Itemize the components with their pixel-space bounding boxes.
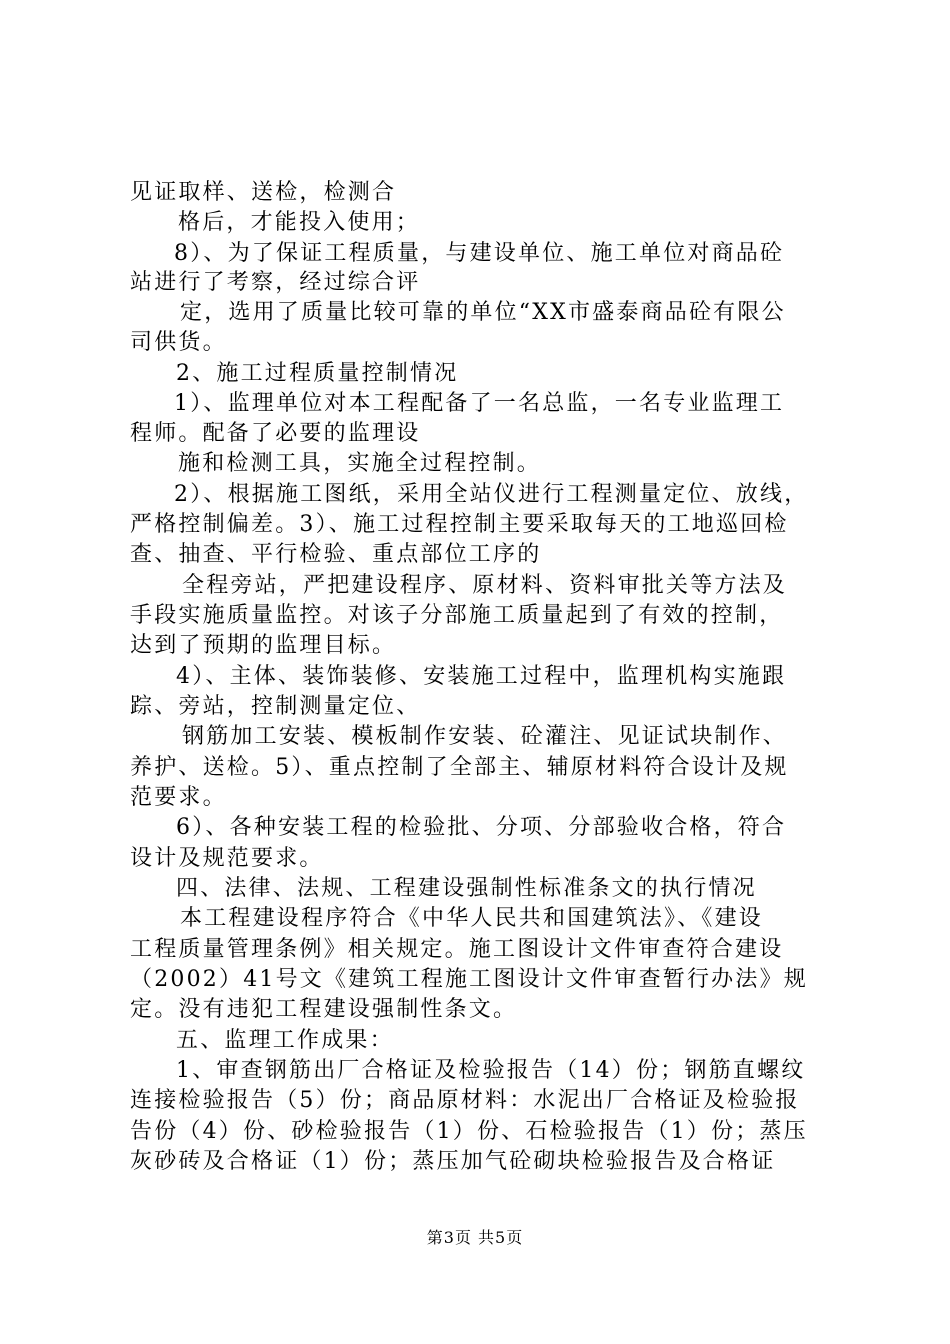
text-line: 定，选用了质量比较可靠的单位“XX市盛泰商品砼有限公 xyxy=(180,300,786,325)
text-line: 见证取样、送检，检测合 xyxy=(130,180,397,205)
text-line: 范要求。 xyxy=(130,785,227,810)
section-heading: 五、监理工作成果： xyxy=(176,1028,394,1053)
text-line: 踪、旁站，控制测量定位、 xyxy=(130,694,421,719)
text-line: 1）、监理单位对本工程配备了一名总监，一名专业监理工 xyxy=(174,391,785,416)
text-line: 定。没有违犯工程建设强制性条文。 xyxy=(130,997,518,1022)
page-number-footer: 第3页 共5页 xyxy=(426,1228,524,1247)
text-line: 查、抽查、平行检验、重点部位工序的 xyxy=(130,542,542,567)
text-line: 连接检验报告（5）份；商品原材料：水泥出厂合格证及检验报 xyxy=(130,1088,800,1113)
text-line: 告份（4）份、砂检验报告（1）份、石检验报告（1）份；蒸压 xyxy=(130,1119,808,1144)
text-line: 4）、主体、装饰装修、安装施工过程中，监理机构实施跟 xyxy=(176,664,787,689)
text-line: 程师。配备了必要的监理设 xyxy=(130,421,421,446)
text-line: 本工程建设程序符合《中华人民共和国建筑法》、《建设 xyxy=(180,906,764,931)
text-line: 2）、根据施工图纸，采用全站仪进行工程测量定位、放线， xyxy=(174,482,809,507)
text-line: 6）、各种安装工程的检验批、分项、分部验收合格，符合 xyxy=(176,815,787,840)
section-heading: 2、施工过程质量控制情况 xyxy=(176,361,459,386)
text-line: 施和检测工具，实施全过程控制。 xyxy=(178,451,542,476)
text-line: （2002）41号文《建筑工程施工图设计文件审查暂行办法》规 xyxy=(130,967,808,992)
text-line: 养护、送检。5）、重点控制了全部主、辅原材料符合设计及规 xyxy=(130,755,789,780)
text-line: 8）、为了保证工程质量，与建设单位、施工单位对商品砼 xyxy=(174,241,785,266)
text-line: 灰砂砖及合格证（1）份；蒸压加气砼砌块检验报告及合格证 xyxy=(130,1149,776,1174)
text-line: 设计及规范要求。 xyxy=(130,846,324,871)
text-line: 站进行了考察，经过综合评 xyxy=(130,270,421,295)
text-line: 手段实施质量监控。对该子分部施工质量起到了有效的控制， xyxy=(130,603,784,628)
text-line: 达到了预期的监理目标。 xyxy=(130,633,397,658)
text-line: 工程质量管理条例》相关规定。施工图设计文件审查符合建设 xyxy=(130,937,784,962)
section-heading: 四、法律、法规、工程建设强制性标准条文的执行情况 xyxy=(176,876,757,901)
text-line: 格后，才能投入使用； xyxy=(178,210,421,235)
text-line: 全程旁站，严把建设程序、原材料、资料审批关等方法及 xyxy=(182,573,788,598)
text-line: 司供货。 xyxy=(130,330,227,355)
text-line: 钢筋加工安装、模板制作安装、砼灌注、见证试块制作、 xyxy=(182,724,788,749)
text-line: 严格控制偏差。3）、施工过程控制主要采取每天的工地巡回检 xyxy=(130,512,789,537)
text-line: 1、审查钢筋出厂合格证及检验报告（14）份；钢筋直螺纹 xyxy=(176,1058,806,1083)
